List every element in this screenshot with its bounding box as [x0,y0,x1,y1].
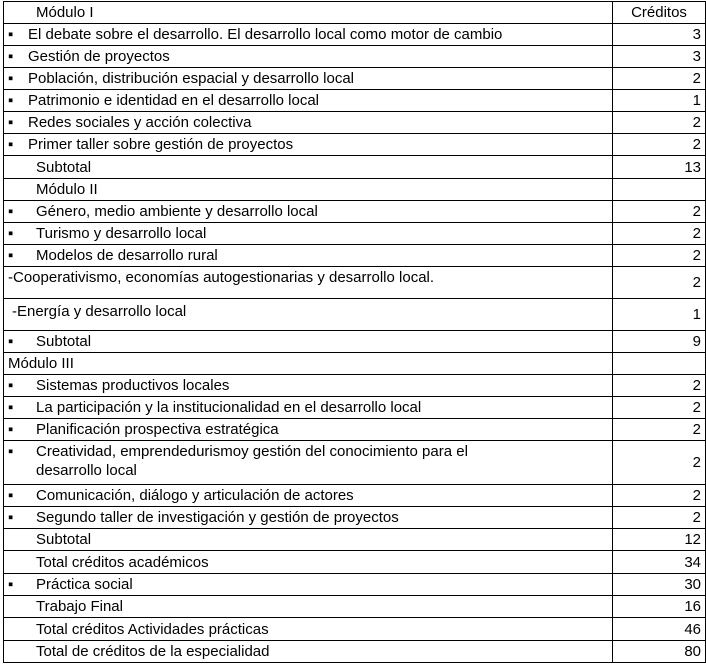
module-heading: Módulo I [4,2,613,24]
practice-credits: 30 [613,574,706,596]
bullet-icon: ▪ [8,26,14,43]
table-row [4,223,706,245]
course-name: Gestión de proyectos [28,48,170,65]
bullet-icon: ▪ [8,203,14,220]
subtotal-credits: 13 [613,156,706,179]
course-name: Turismo y desarrollo local [36,225,207,242]
bullet-icon: ▪ [8,487,14,504]
subtotal-label: Subtotal [36,333,92,350]
module-heading: Módulo III [4,353,613,375]
course-credits: 2 [613,245,706,267]
course-name: -Cooperativismo, economías autogestionarias y desarrollo local. [4,267,613,299]
module-row [4,353,706,375]
course-credits: 2 [613,441,706,485]
table-row [4,245,706,267]
table-row [4,507,706,529]
course-credits: 2 [613,485,706,507]
total-row [4,618,706,641]
course-name-continued: desarrollo local [36,462,137,479]
module-row [4,179,706,201]
subtotal-label: Subtotal [36,158,92,176]
bullet-icon: ▪ [8,70,14,87]
curriculum-table [3,1,706,663]
course-credits: 2 [613,419,706,441]
module-heading: Módulo II [36,181,98,198]
subtotal-label: Subtotal [36,531,92,548]
course-credits: 3 [613,24,706,46]
course-credits: 2 [613,507,706,529]
course-name: Población, distribución espacial y desarrollo local [28,70,355,87]
total-row [4,551,706,574]
total-practical-credits: 46 [613,618,706,641]
course-credits: 2 [613,68,706,90]
course-name: Género, medio ambiente y desarrollo local [36,203,318,220]
table-row [4,68,706,90]
table-row [4,441,706,485]
total-specialty-credits: 80 [613,641,706,663]
course-credits: 2 [613,134,706,156]
table-row [4,596,706,618]
total-academic-credits: 34 [613,551,706,574]
total-academic-label: Total créditos académicos [36,553,209,571]
subtotal-row [4,156,706,179]
course-credits: 2 [613,397,706,419]
table-row [4,134,706,156]
course-name: Creatividad, emprendedurismoy gestión del conocimiento para el [36,443,468,460]
course-name: -Energía y desarrollo local [4,299,613,331]
credits-header: Créditos [613,2,706,24]
table-row [4,201,706,223]
course-name: Primer taller sobre gestión de proyectos [28,136,294,153]
bullet-icon: ▪ [8,225,14,242]
course-name: Redes sociales y acción colectiva [28,114,252,131]
practice-label: Práctica social [36,576,133,593]
bullet-icon: ▪ [8,247,14,264]
course-credits: 2 [613,223,706,245]
total-practical-label: Total créditos Actividades prácticas [36,620,269,638]
table-row [4,24,706,46]
course-name: El debate sobre el desarrollo. El desarrollo local como motor de cambio [28,26,503,43]
subtotal-row [4,331,706,353]
bullet-icon: ▪ [8,136,14,153]
course-credits: 1 [613,299,706,331]
bullet-icon: ▪ [8,92,14,109]
table-row [4,299,706,331]
course-name: Segundo taller de investigación y gestión de proyectos [36,509,399,526]
course-credits: 2 [613,112,706,134]
final-work-credits: 16 [613,596,706,618]
course-name: Modelos de desarrollo rural [36,247,218,264]
course-name: Patrimonio e identidad en el desarrollo local [28,92,320,109]
table-row [4,267,706,299]
course-name: Comunicación, diálogo y articulación de actores [36,487,354,504]
course-credits: 2 [613,201,706,223]
table-row [4,90,706,112]
table-row [4,574,706,596]
subtotal-credits: 9 [613,331,706,353]
bullet-icon: ▪ [8,421,14,438]
bullet-icon: ▪ [8,576,14,593]
total-specialty-label: Total de créditos de la especialidad [36,643,270,660]
bullet-icon: ▪ [8,509,14,526]
course-credits: 3 [613,46,706,68]
bullet-icon: ▪ [8,443,14,460]
bullet-icon: ▪ [8,114,14,131]
table-row [4,419,706,441]
course-name: Planificación prospectiva estratégica [36,421,279,438]
course-name: La participación y la institucionalidad en el desarrollo local [36,399,422,416]
bullet-icon: ▪ [8,333,14,350]
subtotal-row [4,529,706,551]
table-row [4,46,706,68]
header-row [4,2,706,24]
course-name: Sistemas productivos locales [36,377,230,394]
bullet-icon: ▪ [8,399,14,416]
course-credits: 2 [613,267,706,299]
course-credits: 2 [613,375,706,397]
total-row [4,641,706,663]
subtotal-credits: 12 [613,529,706,551]
table-row [4,485,706,507]
final-work-label: Trabajo Final [36,598,123,615]
course-credits: 1 [613,90,706,112]
table-row [4,112,706,134]
bullet-icon: ▪ [8,377,14,394]
bullet-icon: ▪ [8,48,14,65]
table-row [4,397,706,419]
table-row [4,375,706,397]
